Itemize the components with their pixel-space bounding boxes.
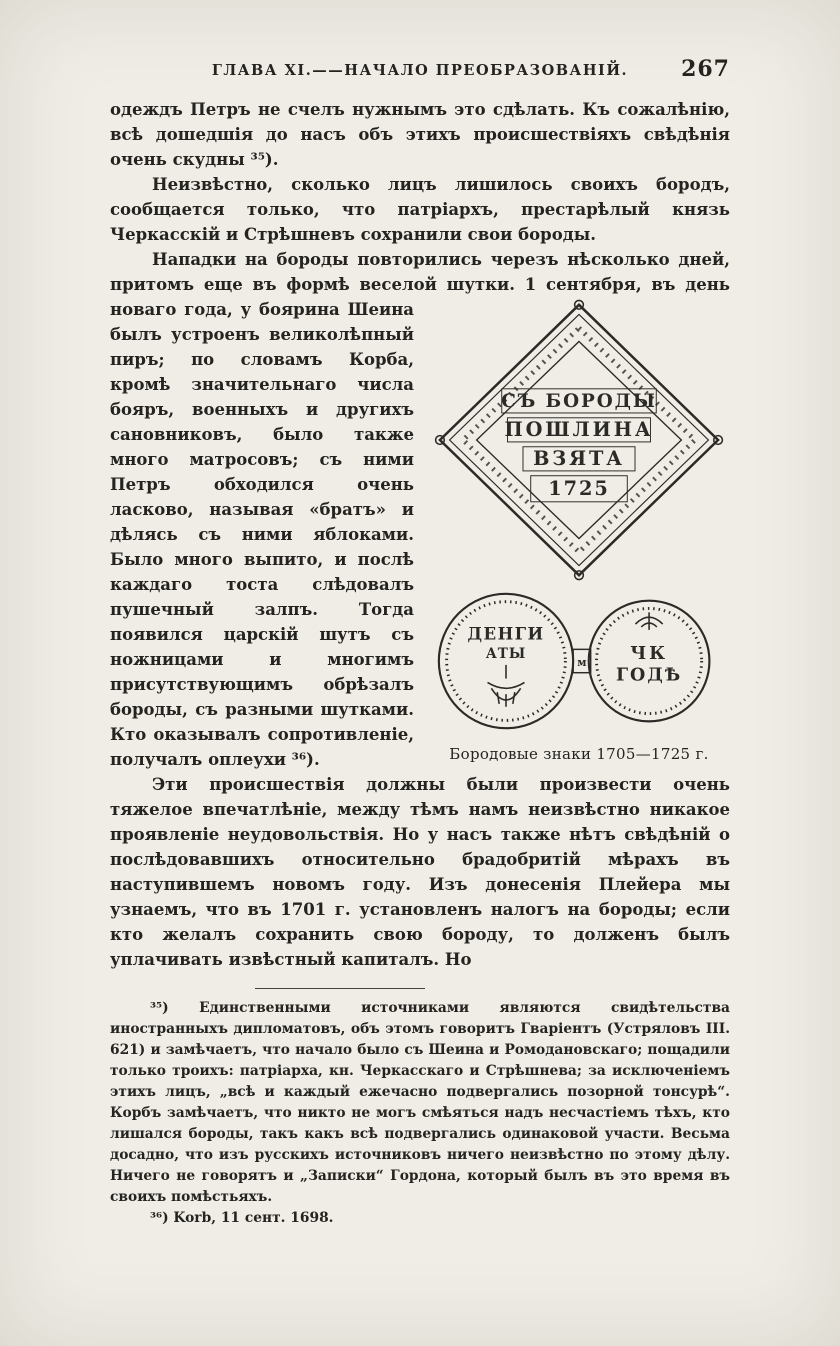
coin-right-line-1: ЧК (630, 644, 668, 665)
eagle-icon (635, 612, 662, 630)
token-line-3: ВЗЯТА (533, 447, 625, 471)
beard-token-diamond-illustration (433, 299, 725, 581)
footnote-36: ³⁶) Korb, 11 сент. 1698. (150, 1210, 334, 1226)
coin-borders (439, 594, 710, 728)
footnote-35: ³⁵) Единственными источниками являются свидѣтельства иностранныхъ дипломатовъ, объ этомъ говоритъ Гваріентъ (Устряловъ III. 621) и замѣчаетъ, что начало было съ Шеина и Ромодановскаго; пощадили только троихъ: патріарха, кн. Черкасскаго и Стрѣшнева; за исключеніемъ этихъ лицъ, „всѣ и каждый ежечасно подвергались позорной тонсурѣ“. Корбъ замѣчаетъ, что никто не могъ смѣяться надъ несчастіемъ тѣхъ, кто лишался бороды, такъ какъ всѣ подвергались одинаковой участи. Весьма досадно, что изъ русскихъ источниковъ ничего неизвѣстно по этому дѣлу. Ничего не говорятъ и „Записки“ Гордона, который былъ въ это время въ своихъ помѣстьяхъ. (110, 1000, 730, 1205)
coin-inscriptions (467, 624, 682, 686)
footnotes-section (110, 988, 730, 1229)
coin-connector-letter: м (577, 655, 587, 669)
paragraph-2: Неизвѣстно, сколько лицъ лишилось своихъ бородъ, сообщается только, что патріархъ, престарѣлый князь Черкасскій и Стрѣшневъ сохранили свои бороды. (110, 175, 730, 244)
paragraph-3 (110, 247, 730, 772)
coin-left-line-2: АТЫ (485, 646, 527, 663)
paragraph-3-rest: Шеина былъ устроенъ великолѣпный пиръ; по словамъ Корба, кромѣ значительнаго числа бояръ, военныхъ и другихъ сановниковъ, было также много матросовъ; съ ними Петръ обходился очень ласково, называя «братъ» и дѣлясь съ ними яблоками. Было много выпито, и послѣ каждаго тоста слѣдовалъ пушечный залпъ. Тогда появился царскій шутъ съ ножницами и многимъ присутствующимъ обрѣзалъ бороды, съ разными шутками. Кто оказывалъ сопротивленіе, получалъ оплеухи ³⁶). (110, 300, 414, 769)
page-number: 267 (681, 56, 730, 82)
paragraph-1: одеждъ Петръ не счелъ нужнымъ это сдѣлать. Къ сожалѣнію, всѣ дошедшія до насъ объ этихъ происшествіяхъ свѣдѣнія очень скудны ³⁵). (110, 100, 730, 169)
paragraph-4: Эти происшествія должны были произвести очень тяжелое впечатлѣніе, между тѣмъ намъ неизвѣстно никакое проявленіе неудовольствія. Но у насъ также нѣтъ свѣдѣній о послѣдовавшихъ относительно брадобритій мѣрахъ въ наступившемъ новомъ году. Изъ донесенія Плейера мы узнаемъ, что въ 1701 г. установленъ налогъ на бороды; если кто желалъ сохранить свою бороду, то долженъ былъ уплачивать извѣстный капиталъ. Но (110, 775, 730, 969)
body-text (110, 97, 730, 972)
beard-coins-illustration (431, 589, 727, 735)
coin-right-line-2: ГОДѢ (616, 665, 683, 686)
token-inscription (501, 391, 657, 500)
figure-caption: Бородовые знаки 1705—1725 г. (449, 745, 709, 763)
token-line-1: СЪ БОРОДЫ (501, 391, 657, 413)
chapter-title: ГЛАВА XI.——НАЧАЛО ПРЕОБРАЗОВАНІЙ. (211, 62, 629, 79)
beard-face-icon (488, 665, 525, 707)
coin-left-line-1: ДЕНГИ (467, 623, 545, 644)
paragraph-3-start: Нападки на бороды повторились черезъ нѣсколько дней, притомъ еще въ формѣ веселой шутки. 1 сентября, въ день новаго года, у боярина (110, 250, 730, 319)
token-line-4: 1725 (548, 477, 610, 501)
footnote-divider (255, 988, 425, 989)
beard-token-figure (428, 299, 730, 767)
page-header (110, 56, 730, 82)
token-line-2: ПОШЛИНА (504, 418, 654, 442)
